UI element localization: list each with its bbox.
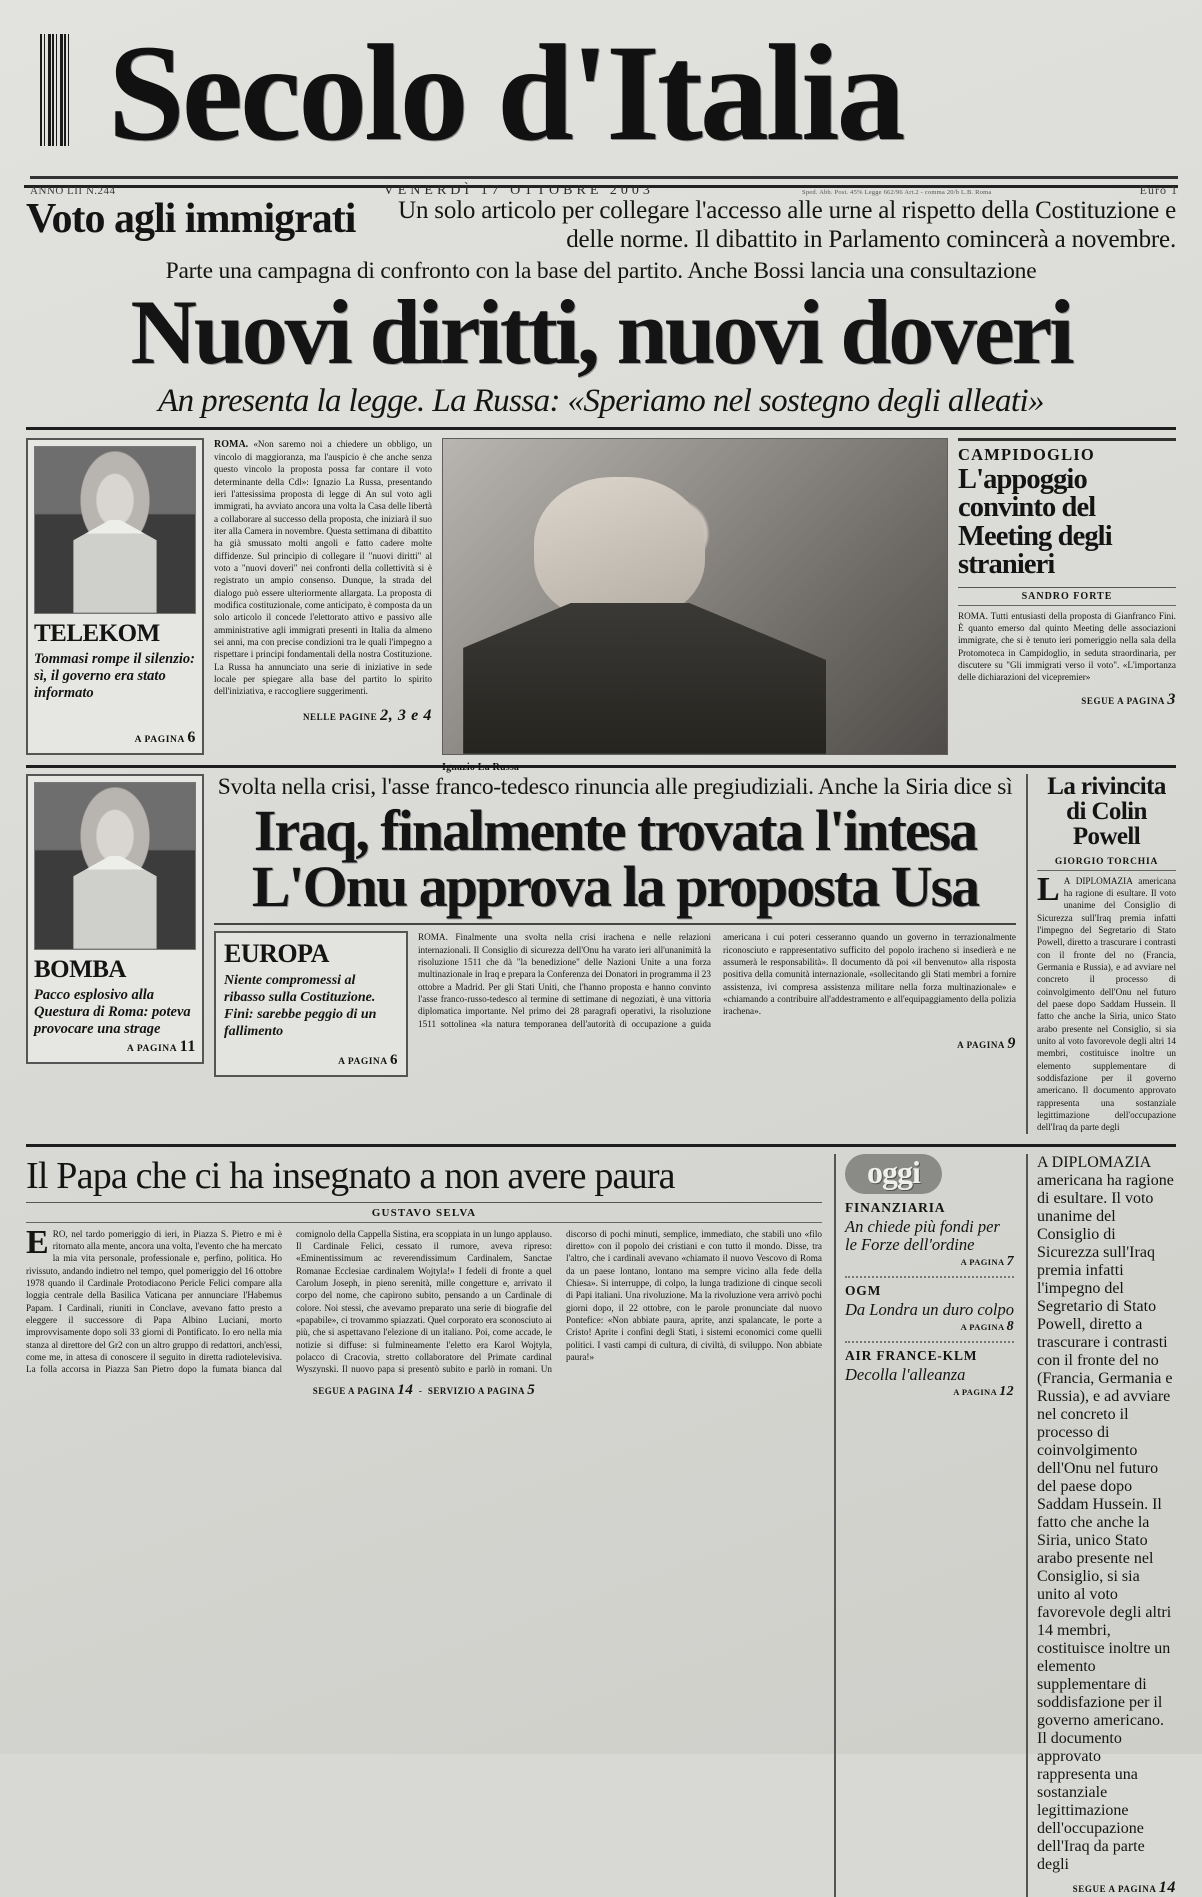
- campidoglio-rule: [958, 587, 1176, 588]
- oggi-item-2-page-num: 12: [999, 1384, 1014, 1400]
- powell-body-text: A DIPLOMAZIA americana ha ragione di esultare. Il voto unanime del Consiglio di Sicurezza sull'Iraq premia infatti l'impegno del Segretario di Stato Powell, diretto a trascurare i contrasti con il fronte del no (Francia, Germania e Russia), e ad avviare nel concreto il processo di coinvolgimento dell'Onu nel futuro del paese dopo Saddam Hussein. Il fatto che anche la Siria, unico Stato arabo presente nel Consiglio, si sia unito al voto favorevole degli altri 14 membri, costituisce inoltre un elemento supplementare di soddisfazione per il governo americano. Il documento approvato rappresenta una sostanziale legittimazione dell'occupazione dell'Iraq da parte degli: [1037, 875, 1176, 1133]
- promo-bomba[interactable]: [26, 774, 204, 1064]
- iraq-body-col1: Finalmente una svolta nella crisi irachena e nelle relazioni internazionali. Il Consiglio di sicurezza dell'Onu ha varato ieri all'unanimità la risoluzione 1511 che dà "la benedizione" delle Nazioni Unite a una forza multinazionale in Iraq e prepara la Conferenza dei Donatori in programma il 23 ottobre a Madrid. Per gli Stati Uniti, che l'hanno proposta e hanno convinto l'asse franco-russo-tedesco al termine di settimane di negoziati, è una vittoria diplomatica importante. Nel primo dei 28 paragrafi operativi, la risoluzione 1511 sottolinea «la natura temporanea: [418, 932, 712, 1029]
- campidoglio-rule-2: [958, 605, 1176, 606]
- oggi-item-2-title: Decolla l'alleanza: [845, 1365, 966, 1385]
- powell-continuation-body: A DIPLOMAZIA americana ha ragione di esultare. Il voto unanime del Consiglio di Sicurezza sull'Iraq premia infatti l'impegno del Segretario di Stato Powell, diretto a trascurare i contrasti con il fronte del no (Francia, Germania e Russia), e ad avviare nel concreto il processo di coinvolgimento dell'Onu nel futuro del paese dopo Saddam Hussein. Il fatto che anche la Siria, unico Stato arabo presente nel Consiglio, si sia unito al voto favorevole degli altri 14 membri, costituisce inoltre un elemento supplementare di soddisfazione per il governo americano. Il documento approvato rappresenta una sostanziale legittimazione dell'occupazione dell'Iraq da parte degli: [1037, 1153, 1174, 1873]
- papa-body: [26, 1223, 822, 1376]
- promo-telekom-page: [34, 729, 196, 747]
- promo-europa-page-num: 6: [390, 1052, 398, 1069]
- press-conference-photo: [442, 438, 948, 755]
- powell-ref-num: 14: [1158, 1878, 1176, 1896]
- postal-legal-notice: Sped. Abb. Post. 45% Legge 662/96 Art.2 - comma 20/b L.B. Roma: [802, 189, 992, 196]
- teaser-kicker: Voto agli immigrati: [26, 196, 356, 242]
- promo-telekom-page-num: 6: [187, 728, 196, 746]
- papa-ref-a-label: SEGUE A PAGINA: [312, 1385, 395, 1396]
- iraq-ref-num: 9: [1007, 1034, 1016, 1052]
- campidoglio-dateline: ROMA.: [958, 610, 988, 621]
- promo-bomba-title: BOMBA: [34, 955, 126, 983]
- papa-body-col1: RO, nel tardo pomeriggio di ieri, in Piazza S. Pietro e mi è ritornato alla mente, ancora una volta, l'evento che ha mercato la mia vita personale, professionale e, perfino, politica. Ho rivissuto, andando indietro nel tempo, quel pomeriggio del 16 ottobre 1978 quando il Cardinale Protodiacono Pericle Felici compare alla loggia centrale della Basilica Vaticana per annunciare l'Habemus Papam. I Cardinali, riuniti in Conclave, avevano fatto presto a eleggere il successore di Papa Albino Luciani, morto improvvisamente dopo soli 33 giorni di Pontificato. Io ero nella mia stanza al direttore del Gr2 con un altro gruppo di redattori, anch'essi, come me, in attesa di conoscere il seguito in diretta radiotelevisiva.: [26, 1228, 282, 1362]
- oggi-item-1[interactable]: [845, 1283, 1014, 1335]
- oggi-item-1-title: Da Londra un duro colpo: [845, 1299, 1014, 1319]
- oggi-item-2-page-label: A PAGINA: [953, 1387, 997, 1398]
- iraq-dateline: ROMA.: [418, 932, 448, 943]
- oggi-logo: oggi: [845, 1154, 942, 1194]
- campidoglio-column: [958, 438, 1176, 755]
- newspaper-title: Secolo d'Italia: [108, 16, 903, 169]
- promo-europa-title: EUROPA: [224, 939, 329, 969]
- teaser-text: Un solo articolo per collegare l'accesso alle urne al rispetto della Costituzione e delle norme. Il dibattito in Parlamento comincerà a novembre.: [398, 197, 1176, 253]
- papa-rule: [26, 1202, 822, 1203]
- campidoglio-ref-num: 3: [1167, 690, 1176, 708]
- papa-rule-2: [26, 1222, 822, 1223]
- papa-dropcap: E: [26, 1223, 49, 1261]
- powell-reference[interactable]: [1037, 1879, 1176, 1897]
- papa-byline: GUSTAVO SELVA: [371, 1206, 477, 1219]
- powell-body: [1037, 870, 1176, 1134]
- iraq-columns: [214, 931, 1016, 1077]
- iraq-ref-label: A PAGINA: [957, 1039, 1005, 1050]
- iraq-headline-1[interactable]: Iraq, finalmente trovata l'intesa: [253, 797, 977, 863]
- promo-column-left: [26, 774, 204, 1134]
- campidoglio-reference[interactable]: [958, 691, 1176, 709]
- bottom-block: [0, 1147, 1202, 1897]
- lead-article-dateline: ROMA.: [214, 438, 249, 450]
- iraq-strap: Svolta nella crisi, l'asse franco-tedesco rinuncia alle pregiudiziali. Anche la Siria dice sì: [217, 773, 1013, 800]
- promo-bomba-page-num: 11: [179, 1038, 196, 1056]
- lead-photo-wrapper: [442, 438, 948, 773]
- papa-ref-b-label: SERVIZIO A PAGINA: [427, 1385, 525, 1396]
- iraq-rule: [214, 923, 1016, 925]
- oggi-item-0-kicker: FINANZIARIA: [845, 1199, 946, 1215]
- campidoglio-ref-label: SEGUE A PAGINA: [1081, 695, 1165, 706]
- papa-ref-b-num: 5: [527, 1381, 536, 1398]
- powell-byline: GIORGIO TORCHIA: [1054, 856, 1159, 867]
- issue-number: ANNO LII N.244: [30, 185, 116, 197]
- oggi-item-0[interactable]: [845, 1200, 1014, 1270]
- iraq-body: [418, 931, 1016, 1030]
- powell-title[interactable]: La rivincita di Colin Powell: [1047, 772, 1166, 850]
- oggi-divider-0: [845, 1276, 1014, 1278]
- lead-article-ref-label: NELLE PAGINE: [302, 711, 378, 722]
- papa-body-col2: La folla accorsa in Piazza San Pietro dopo la fumata bianca dal comignolo della Cappella Sistina, era scoppiata in un lungo applauso. Il Cardinale Felici, cessato il rumore, aveva ripreso: «Eminentissimum ac reverendissimum Cardinalem, Sanctae Romanae Ecclesiae cardinalem Wojtyla!» I fedeli di fronte a quel Carolum Joseph, in pieno serenità, mille congetture e, arrivato il corpo del nome, che capirono subito, pensando a un Cardinale di colore. Noi stessi, che avevamo preparato una serie di biografie del «papabile», ci trovammo spiazzati. Quel corporato era sconosciuto ai più, che si aspettavano l'elezione di un italiano. Poi, come accade, le notizie si diffuse: si fulmineamente l'eletto era Karol Wojtyla, polacco di Cracovia, stretto collaboratore del Primate cardinal Wyszynski. Il nuovo papa si presentò subito e parlò in romani.: [26, 1228, 552, 1375]
- oggi-item-1-page: [845, 1319, 1014, 1335]
- papa-title[interactable]: Il Papa che ci ha insegnato a non avere paura: [26, 1154, 675, 1197]
- promo-telekom-page-label: A PAGINA: [134, 734, 185, 745]
- campidoglio-top-rule: [958, 438, 1176, 441]
- lead-article-reference[interactable]: [214, 705, 432, 726]
- promo-europa-page-label: A PAGINA: [338, 1057, 388, 1068]
- portrait-photo: [34, 446, 196, 614]
- masthead: [0, 0, 1202, 182]
- oggi-item-0-page: [845, 1254, 1014, 1270]
- lead-subheadline: An presenta la legge. La Russa: «Speriamo nel sostegno degli alleati»: [158, 383, 1044, 420]
- masthead-info-line: [30, 183, 1178, 199]
- oggi-column: [834, 1154, 1014, 1897]
- powell-column: [1026, 774, 1176, 1134]
- lead-article-column: [214, 438, 432, 755]
- lead-story-block: [0, 430, 1202, 773]
- papa-references[interactable]: SEGUE A PAGINA 14 - SERVIZIO A PAGINA 5: [312, 1381, 536, 1398]
- oggi-item-0-page-label: A PAGINA: [960, 1256, 1005, 1267]
- campidoglio-kicker: CAMPIDOGLIO: [958, 444, 1095, 464]
- promo-europa[interactable]: [214, 931, 408, 1077]
- promo-telekom[interactable]: [26, 438, 204, 755]
- oggi-item-1-page-label: A PAGINA: [960, 1322, 1005, 1333]
- cover-price: Euro 1: [1139, 183, 1178, 197]
- masthead-divider: [30, 176, 1178, 179]
- oggi-item-2[interactable]: [845, 1348, 1014, 1400]
- powell-ref-label: SEGUE A PAGINA: [1072, 1883, 1156, 1894]
- promo-europa-page: [224, 1052, 398, 1069]
- lead-strap: Parte una campagna di confronto con la base del partito. Anche Bossi lancia una consultazione: [165, 258, 1037, 284]
- publication-date: VENERDÌ 17 OTTOBRE 2003: [383, 183, 654, 198]
- papa-ref-a-num: 14: [397, 1381, 414, 1398]
- iraq-reference[interactable]: [418, 1035, 1016, 1053]
- papa-body-col3: Un discorso di pochi minuti, semplice, immediato, che stabilì uno «filo diretto» con il popolo dei cristiani e con tutto il mondo. Disse, tra l'altro, che i cardinali avevano «chiamato il nuovo Vescovo di Roma da un paese lontano, lontano ma sempre vicino alla fede della Chiesa». Si interruppe, di colpo, la lunga tradizione di cinque secoli di Papi italiani. Una rivoluzione. Ma la rivoluzione vera arrivò pochi giorni dopo, il 22 ottobre, con le parole pronunciate dal nuovo Pontefice: «Non abbiate paura, aprite, anzi spalancate, le porte a Cristo! Aprite i confini degli Stati, i sistemi economici come quelli politici. I vasti campi di cultura, di civiltà, di sviluppo. Non abbiate paura!»: [540, 1228, 822, 1375]
- lead-article-ref-num: 2, 3 e 4: [380, 706, 432, 724]
- iraq-main: [214, 774, 1016, 1134]
- oggi-item-2-page: [845, 1384, 1014, 1400]
- papa-column: [26, 1154, 822, 1897]
- powell-dropcap: L: [1037, 870, 1060, 908]
- iraq-story-block: [0, 768, 1202, 1134]
- iraq-headline-2[interactable]: L'Onu approva la proposta Usa: [251, 853, 979, 919]
- oggi-divider-1: [845, 1341, 1014, 1343]
- iraq-body-col2: dell'autorità di occupazione a guida americana i cui poteri cesseranno quando un governo in terrazionalmente riconosciuto e rappresentativo sufficito del popolo iracheno si insedierà e ne assumerà le responsabilità». Il documento dà poi «il benvenuto» alla risposta positiva della comunità internazionale, «sollecitando gli Stati membri a fornire assistenza, ivi compresa assistenza militare nella forza multinazionale» e «chiamando a contribuire all'addestramento e all'equipaggiamento della polizia irachena».: [571, 932, 1016, 1029]
- promo-bomba-page-label: A PAGINA: [126, 1044, 177, 1055]
- promo-telekom-title: TELEKOM: [34, 619, 160, 647]
- oggi-item-0-page-num: 7: [1006, 1253, 1014, 1269]
- barcode-icon: [40, 34, 70, 146]
- campidoglio-body-text: Tutti entusiasti della proposta di Gianfranco Fini. È quanto emerso dal quinto Meeting delle associazioni immigrate, che si è tenuto ieri pomeriggio nella sala della Protomoteca in Campidoglio, in seduta straordinaria, per discutere su "Gli immigrati verso il voto". «L'importanza delle dichiarazioni del vicepremier»: [958, 610, 1176, 683]
- lead-article-body: «Non saremo noi a chiedere un obbligo, un vincolo di maggioranza, ma l'auspicio è che anche senza questo vincolo la proposta possa far contare il voto determinante della Cdl»: Ignazio La Russa, presentando ieri l'attesissima proposta di legge di An sul voto agli immigrati, ha avviato ancora una volta la Casa delle libertà a collaborare al successo della proposta, che iniziarà il suo iter alla Camera in novembre. Questa settimana di dibattito ha già smussato molti angoli e fatto cadere molte diffidenze. Sul principio di collegare il "nuovi diritti" al voto a "nuovi doveri" nei confronti della collettività si è registrato un ampio consenso. Dunque, la strada del dialogo può essere ulteriormente allargata. La proposta di modifica costituzionale, come anticipato, è composta da un solo articolo il concede l'elettorato attivo e passivo alle amministrative agli immigrati presenti in Italia da almeno sei anni, ma con precise condizioni tra le quali l'impegno a rispettare i principi fondamentali della nostra Costituzione. La Russa ha annunciato una serie di iniziative in sede locale per spiegare alla base del partito lo spirito dell'iniziativa, e raccogliere suggerimenti.: [214, 438, 433, 697]
- lead-photo-caption: Ignazio La Russa: [442, 761, 520, 773]
- promo-bomba-desc: Pacco esplosivo alla Questura di Roma: poteva provocare una strage: [34, 986, 191, 1037]
- bomb-scene-photo: [34, 782, 196, 950]
- promo-europa-desc: Niente compromessi al ribasso sulla Costituzione. Fini: sarebbe peggio di un fallimento: [224, 973, 377, 1039]
- campidoglio-body: [958, 610, 1176, 684]
- oggi-item-1-page-num: 8: [1006, 1319, 1014, 1335]
- campidoglio-byline: SANDRO FORTE: [1021, 590, 1113, 602]
- oggi-item-0-title: An chiede più fondi per le Forze dell'ordine: [845, 1216, 1000, 1254]
- campidoglio-title[interactable]: L'appoggio convinto del Meeting degli stranieri: [958, 463, 1112, 581]
- oggi-item-1-kicker: OGM: [845, 1282, 882, 1298]
- lead-headline: Nuovi diritti, nuovi doveri: [130, 281, 1072, 383]
- oggi-item-2-kicker: AIR FRANCE-KLM: [845, 1348, 978, 1364]
- powell-continuation-column: [1026, 1154, 1176, 1897]
- promo-telekom-desc: Tommasi rompe il silenzio: sì, il governo era stato informato: [34, 650, 195, 701]
- promo-bomba-page: [34, 1038, 196, 1056]
